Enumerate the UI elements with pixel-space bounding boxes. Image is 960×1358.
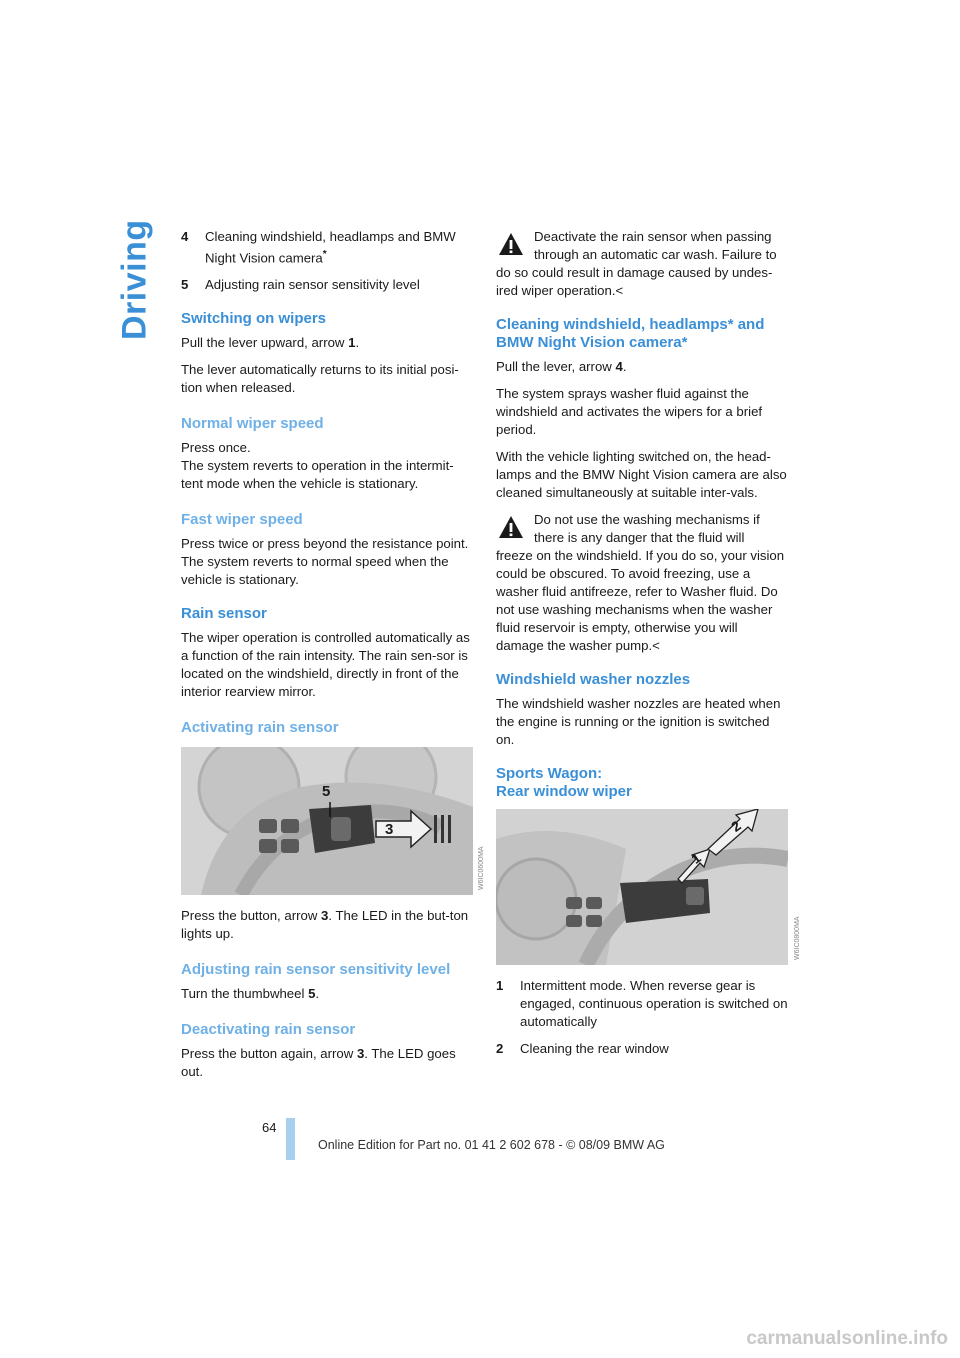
- paragraph: The system sprays washer fluid against the windshield and activates the wipers for a brief period.: [496, 386, 763, 437]
- watermark: carmanualsonline.info: [746, 1328, 948, 1349]
- callout-1: 1: [688, 849, 704, 867]
- left-column: [181, 228, 473, 1090]
- paragraph: The windshield washer nozzles are heated when the engine is running or the ignition is switched on.: [496, 696, 781, 747]
- paragraph: With the vehicle lighting switched on, the head-lamps and the BMW Night Vision camera are also cleaned simultaneously at suitable inter-vals.: [496, 449, 787, 500]
- warning-triangle-icon: [498, 232, 524, 256]
- callout-5: 5: [322, 783, 331, 801]
- heading-normal-wiper-speed: Normal wiper speed: [181, 415, 324, 433]
- rear-wiper-illustration: [496, 809, 788, 965]
- heading-fast-wiper-speed: Fast wiper speed: [181, 511, 303, 529]
- callout-2: 2: [728, 817, 744, 835]
- heading-deactivating-rain-sensor: Deactivating rain sensor: [181, 1021, 356, 1039]
- list-item: 5 Adjusting rain sensor sensitivity level: [181, 277, 420, 293]
- list-item: 4 Cleaning windshield, headlamps and BMW Night Vision camera*: [181, 229, 456, 266]
- heading-adjusting-rain-sensor: Adjusting rain sensor sensitivity level: [181, 961, 451, 979]
- list-item: 1 Intermittent mode. When reverse gear is engaged, continuous operation is switched on automatically: [496, 978, 788, 1029]
- paragraph: Press the button again, arrow 3. The LED goes out.: [181, 1046, 456, 1080]
- page-number: 64: [262, 1120, 277, 1135]
- paragraph: Pull the lever upward, arrow 1.: [181, 335, 360, 351]
- heading-activating-rain-sensor: Activating rain sensor: [181, 719, 339, 737]
- warning-note: Deactivate the rain sensor when passing through an automatic car wash. Failure to do so could result in damage caused by undes-ired wiper operation.<: [496, 229, 777, 298]
- paragraph: Pull the lever, arrow 4.: [496, 359, 627, 374]
- list-item: 2 Cleaning the rear window: [496, 1041, 669, 1056]
- warning-note: Do not use the washing mechanisms if there is any danger that the fluid will freeze on the windshield. If you do so, your vision could be obscured. To avoid freezing, use a washer fluid antifreeze, refer to Washer fluid. Do not use washing mechanisms when the washer fluid reservoir is empty, otherwise you will damage the washer pump.<: [496, 512, 785, 653]
- heading-windshield-washer-nozzles: Windshield washer nozzles: [496, 671, 691, 688]
- heading-switching-on-wipers: Switching on wipers: [181, 310, 327, 328]
- heading-rain-sensor: Rain sensor: [181, 605, 267, 623]
- heading-sports-wagon: Sports Wagon: Rear window wiper: [496, 765, 632, 800]
- footer-bar: [286, 1118, 295, 1160]
- photo-code: W6IC0600MA: [478, 846, 485, 890]
- paragraph: Press the button, arrow 3. The LED in the but-ton lights up.: [181, 908, 469, 942]
- section-tab: Driving: [115, 219, 154, 341]
- paragraph: The wiper operation is controlled automatically as a function of the rain intensity. The rain sen-sor is located on the windshield, directly in front of the interior rearview mirror.: [181, 630, 470, 700]
- paragraph: Turn the thumbwheel 5.: [181, 986, 320, 1002]
- rear-wiper-lever-photo: [496, 809, 788, 965]
- steering-lever-photo: [181, 747, 473, 895]
- steering-wheel-illustration: [181, 747, 473, 895]
- right-column: [496, 228, 788, 1067]
- paragraph: The lever automatically returns to its initial posi-tion when released.: [181, 362, 459, 396]
- photo-code: W6IC0800MA: [794, 916, 801, 960]
- edition-footer: Online Edition for Part no. 01 41 2 602 678 - © 08/09 BMW AG: [318, 1138, 665, 1152]
- paragraph: Press once. The system reverts to operation in the intermit-tent mode when the vehicle is stationary.: [181, 440, 454, 492]
- paragraph: Press twice or press beyond the resistance point. The system reverts to normal speed when the vehicle is stationary.: [181, 536, 469, 588]
- heading-cleaning-windshield: Cleaning windshield, headlamps* and BMW Night Vision camera*: [496, 316, 765, 351]
- warning-triangle-icon: [498, 515, 524, 539]
- callout-3: 3: [385, 821, 394, 839]
